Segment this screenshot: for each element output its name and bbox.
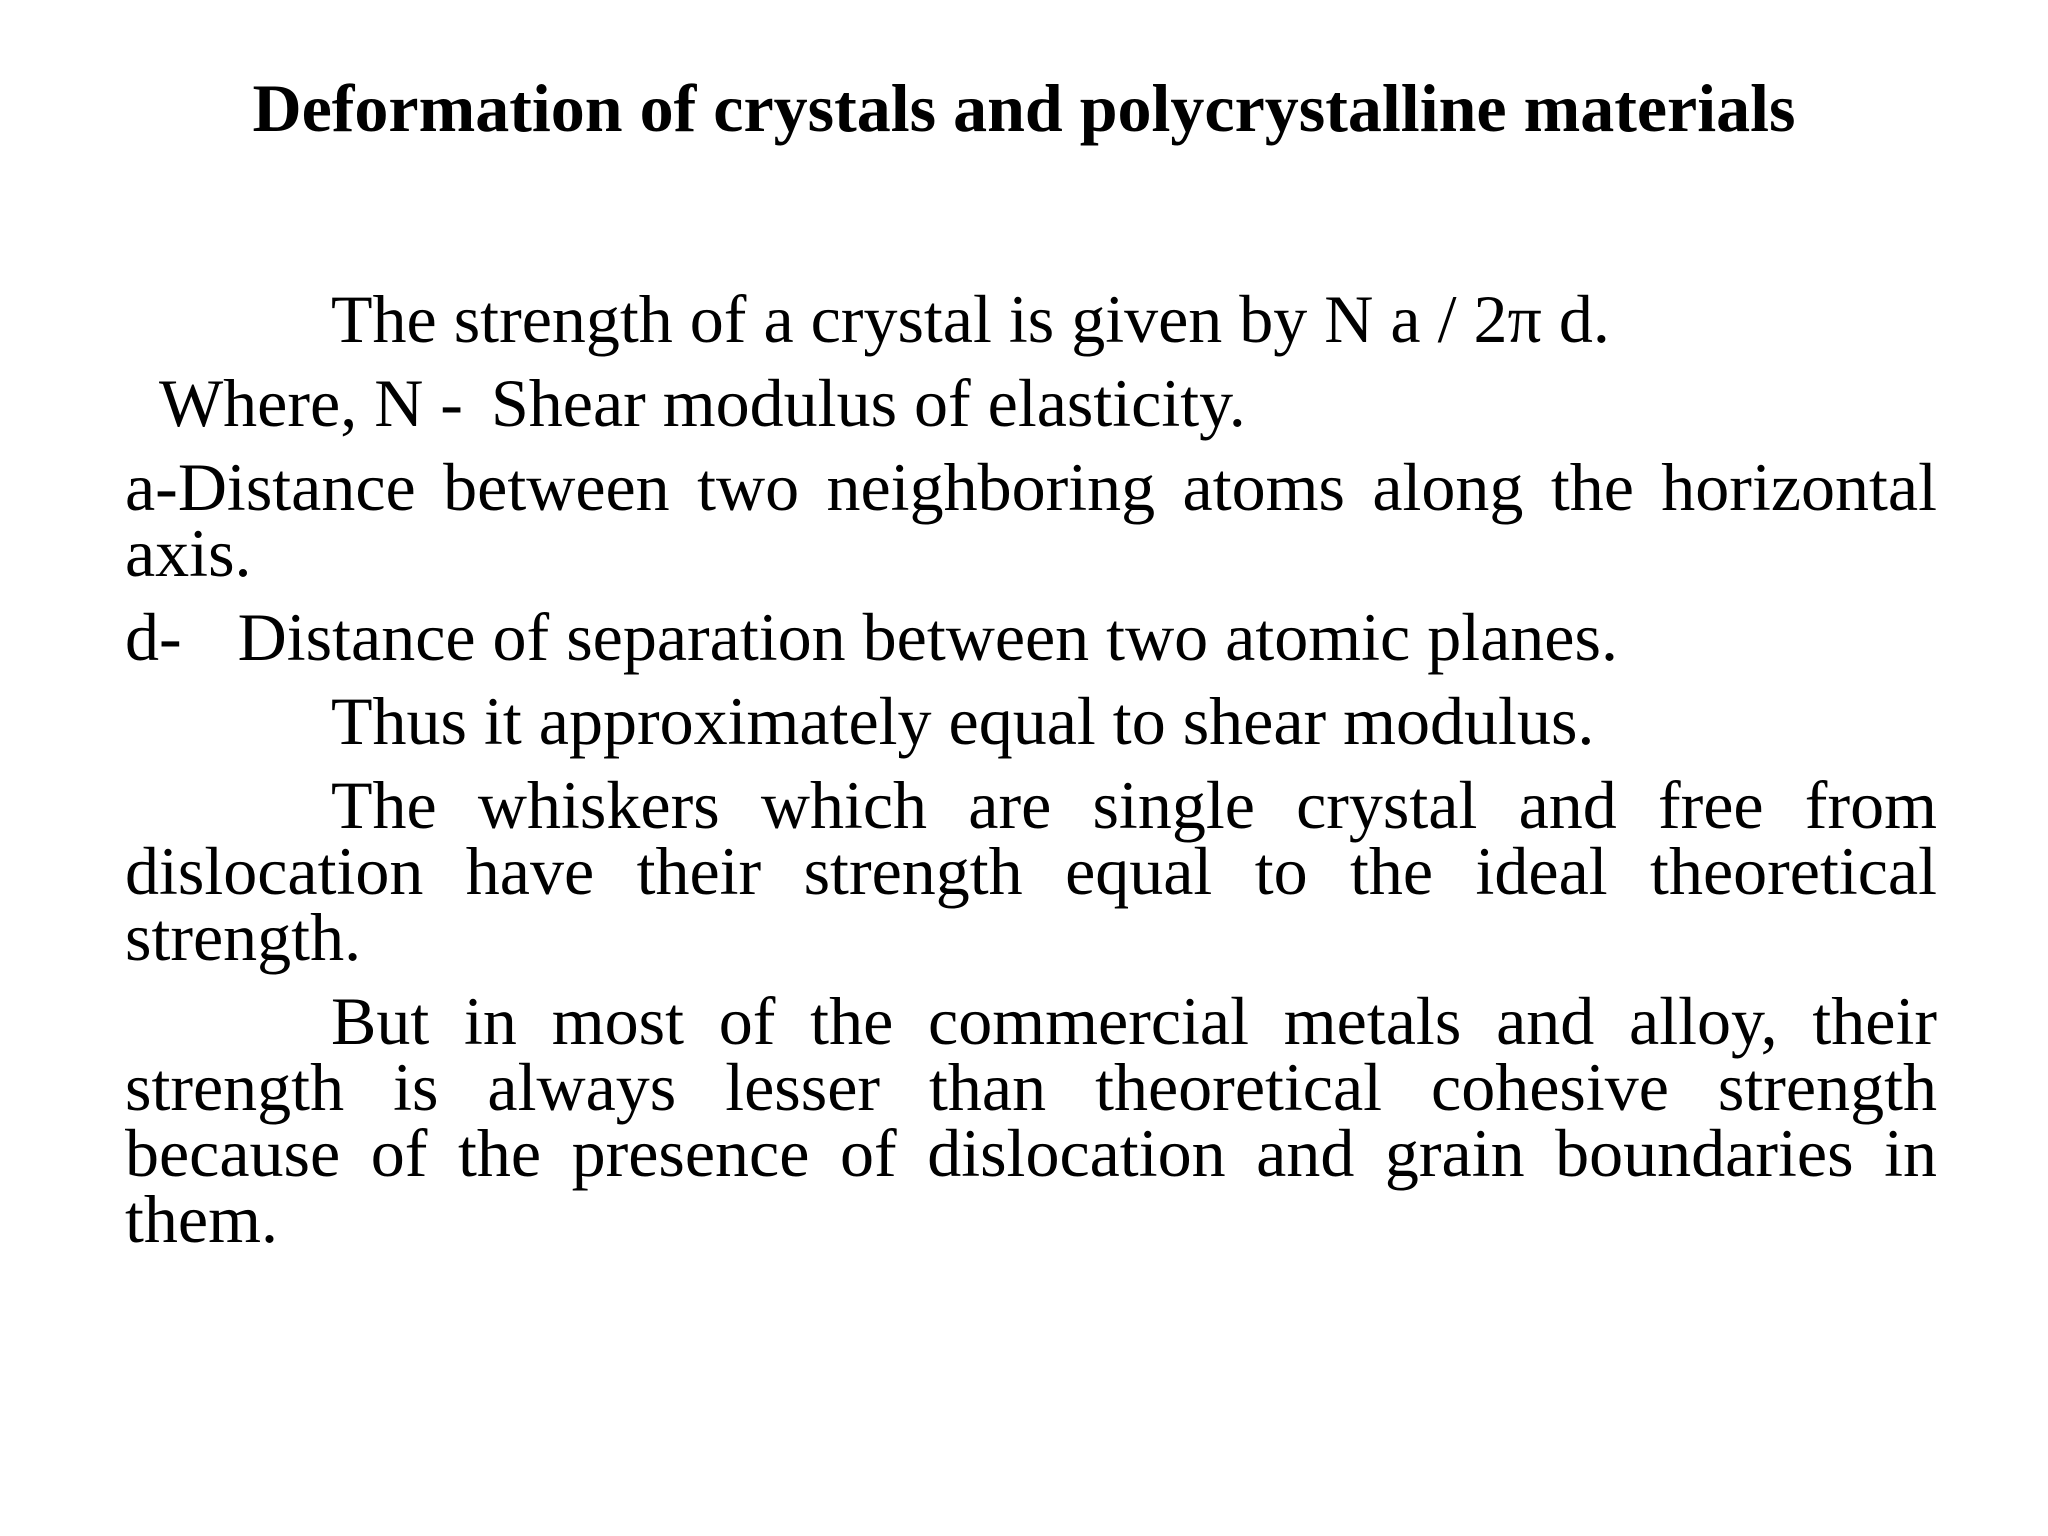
d-text: Distance of separation between two atomic planes. <box>237 599 1618 675</box>
commercial-metals-paragraph: But in most of the commercial metals and alloy, their strength is always lesser than theoretical cohesive strength because of the presence of dislocation and grain boundaries in them. <box>125 983 1937 1257</box>
a-definition: a-Distance between two neighboring atoms along the horizontal axis. <box>125 449 1937 591</box>
slide-title: Deformation of crystals and polycrystalline materials <box>252 70 1796 146</box>
d-label: d- <box>125 599 182 675</box>
slide-body <box>125 281 1937 1270</box>
d-definition <box>125 599 1937 675</box>
where-label: Where, N - <box>159 365 463 441</box>
where-text: Shear modulus of elasticity. <box>490 365 1246 441</box>
thus-paragraph: Thus it approximately equal to shear modulus. <box>331 683 1595 759</box>
strength-formula-paragraph: The strength of a crystal is given by N a / 2π d. <box>331 281 1610 357</box>
where-n-definition <box>125 365 1937 441</box>
whiskers-paragraph: The whiskers which are single crystal and free from dislocation have their strength equal to the ideal theoretical strength. <box>125 767 1937 975</box>
